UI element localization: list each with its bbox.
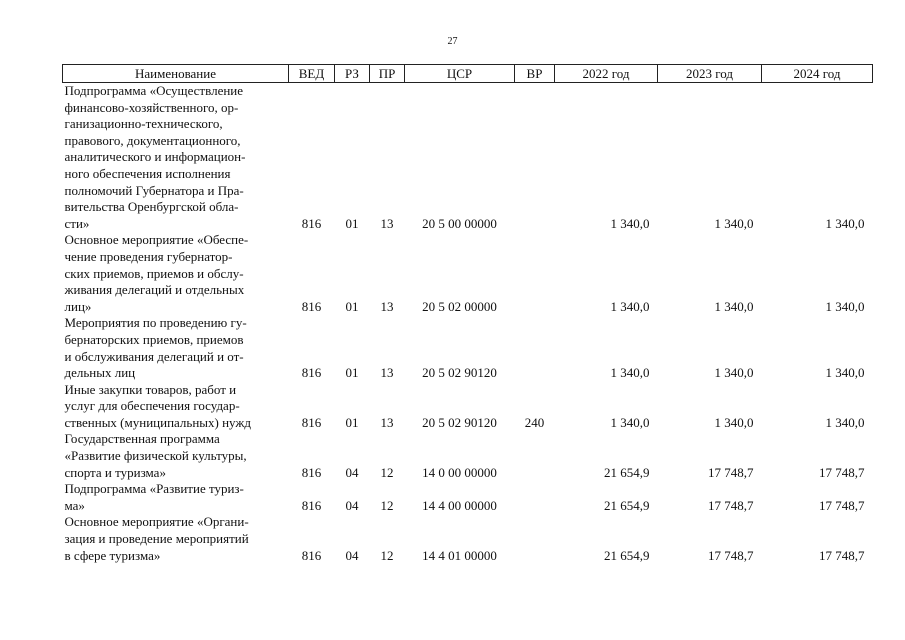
cell-2022: 1 340,0	[610, 215, 650, 231]
cell-2022: 21 654,9	[604, 497, 650, 513]
header-pr: ПР	[370, 65, 405, 83]
cell-vr	[515, 315, 555, 381]
name-line: ственных (муниципальных) нужд	[64, 414, 251, 430]
cell-2024: 17 748,7	[819, 547, 865, 563]
cell-csr: 20 5 02 90120	[422, 365, 497, 381]
name-line: ганизационно-технического,	[64, 116, 223, 132]
cell-rz: 01	[345, 365, 359, 381]
cell-2022: 21 654,9	[604, 464, 650, 480]
header-csr: ЦСР	[405, 65, 515, 83]
name-line: сти»	[64, 215, 90, 231]
cell-csr: 20 5 00 00000	[422, 215, 497, 231]
name-line: зация и проведение мероприятий	[64, 531, 249, 547]
cell-csr: 20 5 02 00000	[422, 298, 497, 314]
cell-ved: 816	[301, 497, 322, 513]
table-row	[63, 514, 873, 564]
cell-pr: 13	[380, 414, 394, 430]
cell-pr: 12	[380, 497, 394, 513]
cell-2023: 17 748,7	[708, 497, 754, 513]
name-line: в сфере туризма»	[64, 547, 161, 563]
cell-2023: 17 748,7	[708, 464, 754, 480]
name-line: Иные закупки товаров, работ и	[64, 381, 237, 397]
name-line: и обслуживания делегаций и от-	[64, 348, 244, 364]
name-line: «Развитие физической культуры,	[64, 448, 247, 464]
cell-2022: 1 340,0	[610, 298, 650, 314]
cell-2024: 1 340,0	[825, 365, 865, 381]
cell-ved: 816	[301, 298, 322, 314]
cell-pr: 13	[380, 215, 394, 231]
cell-ved: 816	[301, 365, 322, 381]
cell-rz: 04	[345, 464, 359, 480]
cell-csr: 14 0 00 00000	[422, 464, 497, 480]
cell-2022: 1 340,0	[610, 414, 650, 430]
name-line: полномочий Губернатора и Пра-	[64, 182, 244, 198]
cell-ved: 816	[301, 215, 322, 231]
cell-ved: 816	[301, 414, 322, 430]
cell-vr	[515, 481, 555, 514]
name-line: лиц»	[64, 298, 92, 314]
cell-pr: 12	[380, 464, 394, 480]
cell-2022: 1 340,0	[610, 365, 650, 381]
name-line: дельных лиц	[64, 365, 136, 381]
name-line: Основное мероприятие «Органи-	[64, 514, 249, 530]
cell-csr: 14 4 00 00000	[422, 497, 497, 513]
cell-2024: 1 340,0	[825, 215, 865, 231]
cell-pr: 12	[380, 547, 394, 563]
cell-2024: 17 748,7	[819, 464, 865, 480]
cell-rz: 01	[345, 215, 359, 231]
header-vr: ВР	[515, 65, 555, 83]
name-line: финансово-хозяйственного, ор-	[64, 99, 239, 115]
name-line: Подпрограмма «Осуществление	[64, 83, 244, 98]
budget-table	[62, 64, 873, 564]
cell-ved: 816	[301, 547, 322, 563]
name-line: ских приемов, приемов и обслу-	[64, 265, 244, 281]
header-2024: 2024 год	[762, 65, 873, 83]
cell-2023: 1 340,0	[714, 414, 754, 430]
cell-rz: 04	[345, 547, 359, 563]
cell-name	[63, 315, 289, 381]
page-number: 27	[447, 36, 458, 47]
name-line: Государственная программа	[64, 431, 220, 447]
cell-ved: 816	[301, 464, 322, 480]
cell-csr: 14 4 01 00000	[422, 547, 497, 563]
name-line: услуг для обеспечения государ-	[64, 398, 240, 414]
cell-rz: 04	[345, 497, 359, 513]
name-line: бернаторских приемов, приемов	[64, 331, 244, 347]
cell-rz: 01	[345, 298, 359, 314]
name-line: Основное мероприятие «Обеспе-	[64, 232, 249, 248]
name-line: спорта и туризма»	[64, 464, 166, 480]
name-line: Мероприятия по проведению гу-	[64, 315, 247, 331]
table-row	[63, 431, 873, 481]
table-row	[63, 83, 873, 233]
name-line: вительства Оренбургской обла-	[64, 199, 239, 215]
name-line: живания делегаций и отдельных	[64, 282, 245, 298]
cell-2023: 17 748,7	[708, 547, 754, 563]
table-row	[63, 382, 873, 432]
name-line: ма»	[64, 497, 85, 513]
header-2022: 2022 год	[555, 65, 658, 83]
cell-2022: 21 654,9	[604, 547, 650, 563]
cell-name	[63, 514, 289, 564]
header-ved: ВЕД	[289, 65, 335, 83]
cell-name	[63, 83, 289, 233]
cell-2023: 1 340,0	[714, 215, 754, 231]
header-2023: 2023 год	[658, 65, 762, 83]
cell-vr	[515, 232, 555, 315]
cell-rz: 01	[345, 414, 359, 430]
name-line: правового, документационного,	[64, 132, 241, 148]
name-line: ного обеспечения исполнения	[64, 165, 231, 181]
table-row	[63, 232, 873, 315]
cell-pr: 13	[380, 298, 394, 314]
cell-pr: 13	[380, 365, 394, 381]
cell-name	[63, 431, 289, 481]
cell-2024: 17 748,7	[819, 497, 865, 513]
cell-name	[63, 382, 289, 432]
table-header-row	[63, 65, 873, 83]
cell-name	[63, 481, 289, 514]
cell-2023: 1 340,0	[714, 298, 754, 314]
header-rz: РЗ	[335, 65, 370, 83]
cell-2024: 1 340,0	[825, 414, 865, 430]
cell-vr	[515, 514, 555, 564]
header-name: Наименование	[63, 65, 289, 83]
cell-vr	[515, 431, 555, 481]
table-row	[63, 481, 873, 514]
name-line: чение проведения губернатор-	[64, 248, 233, 264]
cell-vr	[515, 83, 555, 233]
cell-name	[63, 232, 289, 315]
cell-csr: 20 5 02 90120	[422, 414, 497, 430]
name-line: Подпрограмма «Развитие туриз-	[64, 481, 244, 497]
cell-2024: 1 340,0	[825, 298, 865, 314]
name-line: аналитического и информацион-	[64, 149, 246, 165]
table-row	[63, 315, 873, 381]
cell-2023: 1 340,0	[714, 365, 754, 381]
cell-vr: 240	[524, 414, 545, 430]
